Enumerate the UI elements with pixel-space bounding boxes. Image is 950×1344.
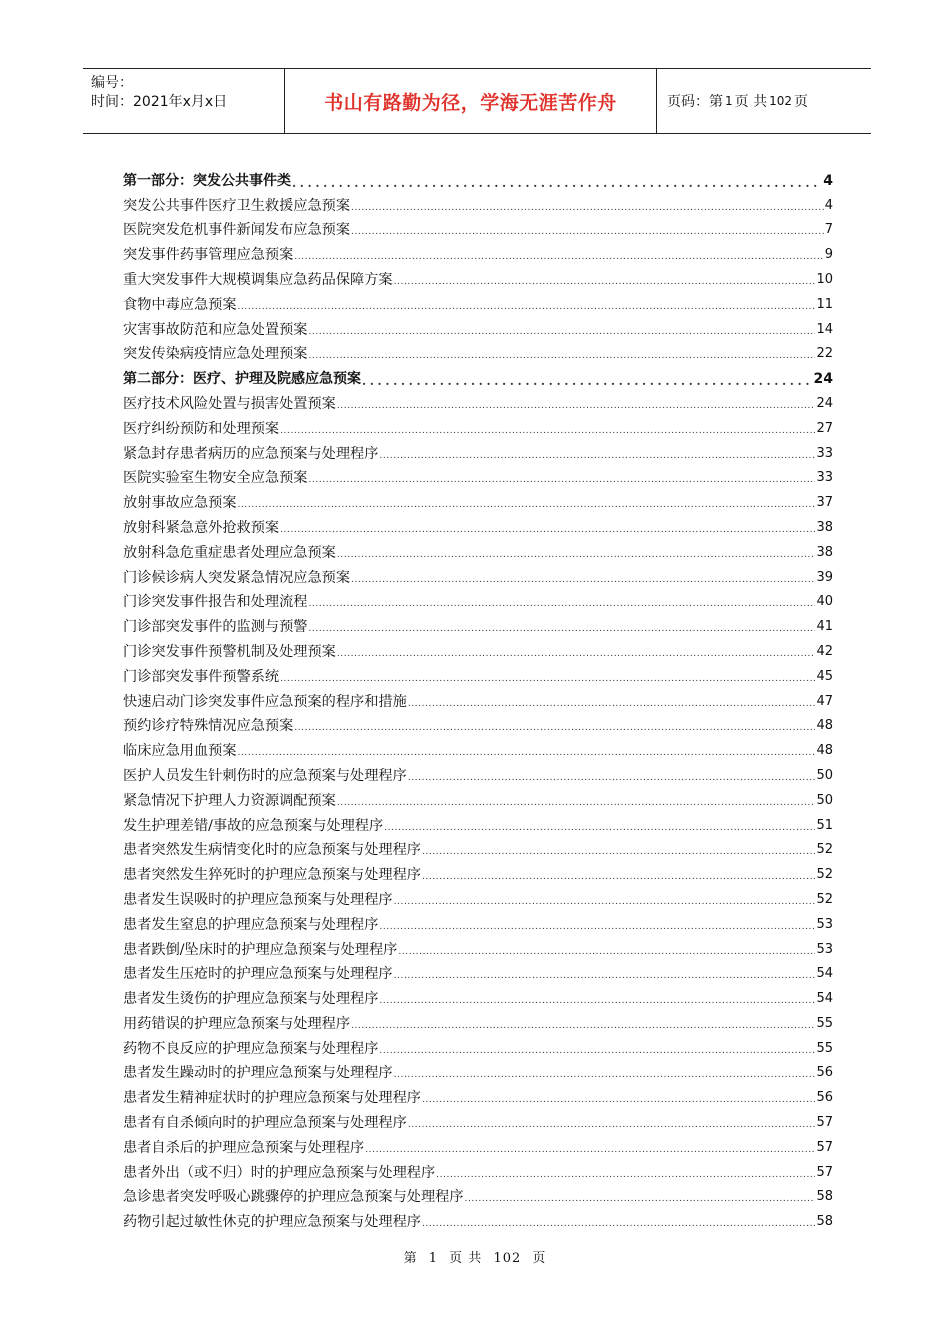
- toc-entry[interactable]: [123, 537, 833, 562]
- toc-entry-page: 52: [816, 867, 833, 883]
- toc-entry-page: 57: [816, 1164, 833, 1180]
- toc-entry-title: 门诊候诊病人突发紧急情况应急预案: [123, 569, 351, 586]
- toc-entry-page: 53: [816, 941, 833, 957]
- toc-entry[interactable]: [123, 835, 833, 860]
- toc-entry[interactable]: [123, 215, 833, 240]
- footer-prefix: 第: [403, 1251, 418, 1266]
- toc-leader-dots: [394, 1068, 816, 1082]
- toc-entry[interactable]: [123, 587, 833, 612]
- toc-entry[interactable]: [123, 983, 833, 1008]
- footer-mid: 页 共: [449, 1251, 483, 1266]
- toc-entry-title: 门诊部突发事件的监测与预警: [123, 619, 308, 636]
- table-of-contents: [123, 165, 833, 1231]
- time-label: 时间：2021年x月x日: [91, 94, 228, 110]
- toc-leader-dots: [238, 498, 816, 512]
- toc-entry[interactable]: [123, 1206, 833, 1231]
- toc-leader-dots: [465, 1192, 816, 1206]
- toc-entry-page: 14: [816, 321, 833, 337]
- toc-entry-title: 患者发生躁动时的护理应急预案与处理程序: [123, 1065, 393, 1082]
- toc-entry[interactable]: [123, 264, 833, 289]
- toc-entry-title: 医院突发危机事件新闻发布应急预案: [123, 222, 351, 239]
- toc-entry-page: 57: [816, 1139, 833, 1155]
- toc-entry[interactable]: [123, 562, 833, 587]
- toc-entry-title: 患者发生窒息的护理应急预案与处理程序: [123, 916, 379, 933]
- toc-entry-page: 40: [816, 594, 833, 610]
- toc-entry-title: 突发事件药事管理应急预案: [123, 247, 294, 264]
- toc-entry-title: 放射科急危重症患者处理应急预案: [123, 544, 336, 561]
- header-meta: [83, 69, 285, 133]
- toc-entry[interactable]: [123, 810, 833, 835]
- toc-entry[interactable]: [123, 884, 833, 909]
- toc-leader-dots: [422, 1217, 816, 1231]
- page-suffix: 页: [794, 94, 808, 110]
- toc-entry[interactable]: [123, 413, 833, 438]
- toc-entry-page: 47: [816, 693, 833, 709]
- toc-entry-page: 24: [813, 371, 833, 388]
- toc-entry-title: 门诊突发事件报告和处理流程: [123, 594, 308, 611]
- toc-entry-title: 门诊突发事件预警机制及处理预案: [123, 643, 336, 660]
- toc-entry-page: 58: [816, 1189, 833, 1205]
- footer-current: 1: [428, 1251, 439, 1266]
- toc-entry[interactable]: [123, 1157, 833, 1182]
- toc-entry-title: 预约诊疗特殊情况应急预案: [123, 718, 294, 735]
- toc-entry-page: 52: [816, 891, 833, 907]
- toc-entry[interactable]: [123, 1082, 833, 1107]
- toc-entry-page: 52: [816, 842, 833, 858]
- page-current: 1: [725, 94, 733, 108]
- toc-leader-dots: [238, 746, 816, 760]
- toc-leader-dots: [408, 771, 816, 785]
- footer-total: 102: [493, 1251, 522, 1266]
- toc-entry-page: 41: [816, 619, 833, 635]
- toc-leader-dots: [337, 796, 816, 810]
- toc-entry-title: 药物不良反应的护理应急预案与处理程序: [123, 1040, 379, 1057]
- toc-leader-dots: [238, 300, 816, 314]
- toc-entry-page: 22: [816, 346, 833, 362]
- toc-leader-dots: [337, 647, 816, 661]
- toc-leader-dots: [308, 622, 815, 636]
- page-header: [83, 68, 871, 134]
- toc-leader-dots: [351, 573, 815, 587]
- header-motto: 书山有路勤为径，学海无涯苦作舟: [285, 69, 657, 133]
- toc-entry-page: 4: [824, 197, 833, 213]
- toc-entry-page: 55: [816, 1040, 833, 1056]
- toc-entry[interactable]: [123, 760, 833, 785]
- toc-entry-title: 用药错误的护理应急预案与处理程序: [123, 1015, 351, 1032]
- toc-leader-dots: [394, 969, 816, 983]
- toc-entry-page: 37: [816, 495, 833, 511]
- toc-entry[interactable]: [123, 1033, 833, 1058]
- toc-leader-dots: [379, 1044, 815, 1058]
- toc-entry-page: 45: [816, 668, 833, 684]
- toc-entry-title: 突发公共事件医疗卫生救援应急预案: [123, 197, 351, 214]
- toc-entry[interactable]: [123, 909, 833, 934]
- toc-leader-dots: [384, 821, 815, 835]
- toc-entry[interactable]: [123, 438, 833, 463]
- page-footer: [0, 1247, 950, 1266]
- toc-leader-dots: [422, 870, 816, 884]
- toc-entry[interactable]: [123, 1132, 833, 1157]
- toc-entry[interactable]: [123, 661, 833, 686]
- toc-entry[interactable]: [123, 289, 833, 314]
- toc-entry-title: 患者发生压疮时的护理应急预案与处理程序: [123, 966, 393, 983]
- toc-entry-page: 9: [824, 247, 833, 263]
- toc-entry[interactable]: [123, 934, 833, 959]
- toc-entry-page: 56: [816, 1065, 833, 1081]
- toc-entry[interactable]: [123, 463, 833, 488]
- toc-entry-title: 紧急封存患者病历的应急预案与处理程序: [123, 445, 379, 462]
- toc-entry-page: 53: [816, 916, 833, 932]
- toc-leader-dots: [394, 275, 816, 289]
- toc-entry-title: 放射科紧急意外抢救预案: [123, 519, 280, 536]
- toc-entry-title: 灾害事故防范和应急处置预案: [123, 321, 308, 338]
- toc-leader-dots: [294, 721, 815, 735]
- toc-entry-page: 50: [816, 792, 833, 808]
- toc-entry-title: 药物引起过敏性休克的护理应急预案与处理程序: [123, 1214, 421, 1231]
- toc-entry[interactable]: [123, 859, 833, 884]
- toc-entry-title: 快速启动门诊突发事件应急预案的程序和措施: [123, 693, 407, 710]
- toc-entry-page: 4: [823, 172, 833, 189]
- toc-entry-page: 33: [816, 445, 833, 461]
- toc-entry-title: 紧急情况下护理人力资源调配预案: [123, 792, 336, 809]
- header-page-info: [657, 69, 871, 133]
- toc-entry-title: 患者发生精神症状时的护理应急预案与处理程序: [123, 1090, 421, 1107]
- toc-leader-dots: [362, 374, 813, 388]
- toc-entry-page: 33: [816, 470, 833, 486]
- toc-entry-page: 55: [816, 1015, 833, 1031]
- toc-leader-dots: [292, 176, 822, 190]
- toc-entry-page: 54: [816, 966, 833, 982]
- toc-entry-page: 51: [816, 817, 833, 833]
- toc-entry-title: 患者跌倒/坠床时的护理应急预案与处理程序: [123, 941, 398, 958]
- toc-entry-page: 38: [816, 544, 833, 560]
- toc-leader-dots: [337, 548, 816, 562]
- toc-leader-dots: [394, 895, 816, 909]
- toc-leader-dots: [280, 424, 815, 438]
- toc-leader-dots: [337, 399, 816, 413]
- toc-entry-page: 50: [816, 767, 833, 783]
- toc-entry-page: 56: [816, 1090, 833, 1106]
- toc-leader-dots: [308, 325, 815, 339]
- toc-leader-dots: [422, 1093, 816, 1107]
- toc-entry-title: 患者突然发生猝死时的护理应急预案与处理程序: [123, 867, 421, 884]
- toc-entry-title: 门诊部突发事件预警系统: [123, 668, 280, 685]
- toc-entry-title: 第一部分：突发公共事件类: [123, 172, 291, 189]
- toc-entry[interactable]: [123, 1182, 833, 1207]
- toc-leader-dots: [308, 473, 815, 487]
- toc-entry[interactable]: [123, 735, 833, 760]
- toc-entry-page: 58: [816, 1214, 833, 1230]
- toc-entry[interactable]: [123, 512, 833, 537]
- toc-leader-dots: [408, 697, 816, 711]
- toc-entry-page: 39: [816, 569, 833, 585]
- toc-entry-title: 患者有自杀倾向时的护理应急预案与处理程序: [123, 1115, 407, 1132]
- toc-leader-dots: [308, 349, 815, 363]
- toc-entry-title: 医疗纠纷预防和处理预案: [123, 420, 280, 437]
- toc-entry-title: 突发传染病疫情应急处理预案: [123, 346, 308, 363]
- toc-entry-title: 患者发生误吸时的护理应急预案与处理程序: [123, 891, 393, 908]
- toc-entry[interactable]: [123, 190, 833, 215]
- toc-entry-title: 医护人员发生针刺伤时的应急预案与处理程序: [123, 767, 407, 784]
- toc-leader-dots: [365, 1143, 815, 1157]
- toc-entry[interactable]: [123, 314, 833, 339]
- toc-section-heading[interactable]: [123, 363, 833, 388]
- toc-entry-page: 38: [816, 519, 833, 535]
- toc-entry-page: 10: [816, 271, 833, 287]
- toc-entry-title: 患者外出（或不归）时的护理应急预案与处理程序: [123, 1164, 436, 1181]
- toc-entry[interactable]: [123, 388, 833, 413]
- toc-entry-page: 42: [816, 643, 833, 659]
- toc-leader-dots: [379, 994, 815, 1008]
- toc-leader-dots: [351, 1019, 815, 1033]
- toc-entry[interactable]: [123, 1008, 833, 1033]
- toc-entry-title: 食物中毒应急预案: [123, 296, 237, 313]
- toc-entry-title: 患者突然发生病情变化时的应急预案与处理程序: [123, 842, 421, 859]
- toc-entry-title: 放射事故应急预案: [123, 495, 237, 512]
- toc-entry[interactable]: [123, 339, 833, 364]
- toc-entry[interactable]: [123, 487, 833, 512]
- toc-entry[interactable]: [123, 611, 833, 636]
- toc-entry[interactable]: [123, 711, 833, 736]
- page-total: 102: [769, 94, 792, 108]
- toc-entry[interactable]: [123, 1107, 833, 1132]
- toc-entry-page: 24: [816, 395, 833, 411]
- toc-leader-dots: [398, 945, 815, 959]
- toc-leader-dots: [294, 250, 823, 264]
- toc-entry-page: 48: [816, 718, 833, 734]
- toc-leader-dots: [280, 523, 815, 537]
- toc-section-heading[interactable]: [123, 165, 833, 190]
- toc-leader-dots: [280, 672, 815, 686]
- footer-suffix: 页: [532, 1251, 547, 1266]
- page-mid: 页 共: [734, 94, 768, 110]
- toc-entry-page: 54: [816, 991, 833, 1007]
- toc-leader-dots: [379, 449, 815, 463]
- toc-leader-dots: [408, 1118, 816, 1132]
- toc-entry[interactable]: [123, 1058, 833, 1083]
- toc-entry-title: 急诊患者突发呼吸心跳骤停的护理应急预案与处理程序: [123, 1189, 464, 1206]
- toc-entry-title: 患者发生烫伤的护理应急预案与处理程序: [123, 991, 379, 1008]
- toc-leader-dots: [436, 1168, 815, 1182]
- toc-entry-title: 临床应急用血预案: [123, 743, 237, 760]
- toc-entry[interactable]: [123, 785, 833, 810]
- toc-entry-page: 27: [816, 420, 833, 436]
- toc-entry-title: 医院实验室生物安全应急预案: [123, 470, 308, 487]
- number-label: 编号：: [91, 75, 133, 91]
- toc-entry[interactable]: [123, 239, 833, 264]
- toc-entry-title: 重大突发事件大规模调集应急药品保障方案: [123, 271, 393, 288]
- toc-entry[interactable]: [123, 636, 833, 661]
- toc-entry-title: 第二部分：医疗、护理及院感应急预案: [123, 371, 361, 388]
- toc-entry-title: 发生护理差错/事故的应急预案与处理程序: [123, 817, 384, 834]
- toc-entry-title: 患者自杀后的护理应急预案与处理程序: [123, 1139, 365, 1156]
- toc-entry-page: 48: [816, 743, 833, 759]
- toc-entry-page: 7: [824, 222, 833, 238]
- toc-leader-dots: [422, 845, 816, 859]
- toc-entry[interactable]: [123, 959, 833, 984]
- toc-leader-dots: [379, 920, 815, 934]
- toc-entry-page: 11: [816, 296, 833, 312]
- toc-entry-title: 医疗技术风险处置与损害处置预案: [123, 395, 336, 412]
- page-prefix: 页码：第: [667, 94, 723, 110]
- toc-leader-dots: [308, 597, 815, 611]
- toc-leader-dots: [351, 201, 824, 215]
- toc-entry[interactable]: [123, 686, 833, 711]
- toc-entry-page: 57: [816, 1115, 833, 1131]
- toc-leader-dots: [351, 225, 824, 239]
